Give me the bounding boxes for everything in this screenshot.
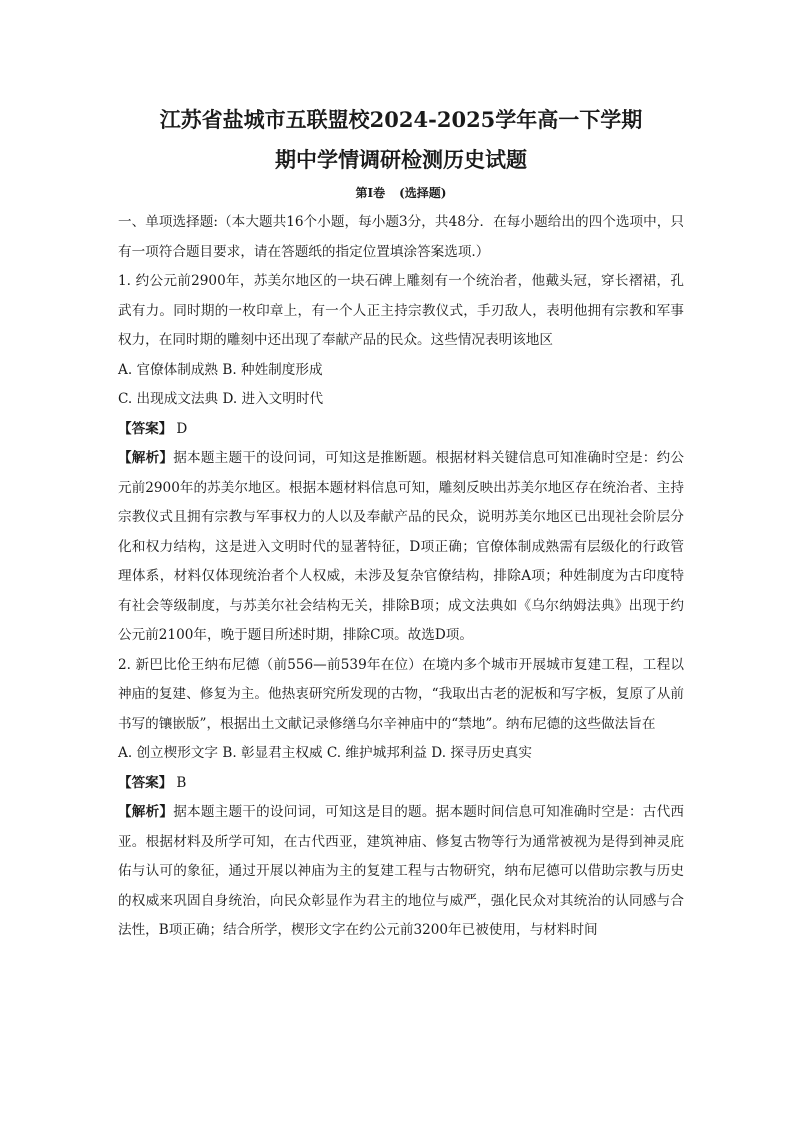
question-1-options-ab: A. 官僚体制成熟 B. 种姓制度形成 — [118, 361, 323, 378]
question-2-options: A. 创立楔形文字 B. 彰显君主权威 C. 维护城邦利益 D. 探寻历史真实 — [118, 745, 532, 761]
document-title-line1: 江苏省盐城市五联盟校2024-2025学年高一下学期 — [159, 107, 643, 132]
question-1-options-cd: C. 出现成文法典 D. 进入文明时代 — [118, 391, 324, 407]
question-2-answer — [118, 769, 684, 799]
analysis-label: 【解析】 — [118, 450, 174, 466]
section-sub: (选择题) — [399, 186, 447, 200]
question-2-analysis — [118, 798, 684, 946]
question-1-analysis — [118, 444, 684, 651]
question-2-stem: 2. 新巴比伦王纳布尼德（前556—前539年在位）在境内多个城市开展城市复建工程，工程以神庙的复建、修复为主。他热衷研究所发现的古物，“我取出古老的泥板和写字板，复原了从前书写的镶嵌版”，根据出土文献记录修缮乌尔辛神庙中的“禁地”。纳布尼德的这些做法旨在 — [118, 656, 684, 732]
answer-value: B — [176, 774, 187, 791]
answer-label: 【答案】 — [118, 420, 173, 437]
section-label: 第Ⅰ卷 — [355, 186, 386, 200]
question-1-stem: 1. 约公元前2900年，苏美尔地区的一块石碑上雕刻有一个统治者，他戴头冠，穿长褶裙，孔武有力。同时期的一枚印章上，有一个人正主持宗教仪式，手刃敌人，表明他拥有宗教和军事权力，在同时期的雕刻中还出现了奉献产品的民众。这些情况表明该地区 — [118, 273, 684, 348]
document-title-line2: 期中学情调研检测历史试题 — [275, 147, 527, 172]
instructions: 一、单项选择题:（本大题共16个小题，每小题3分，共48分．在每小题给出的四个选项中，只有一项符合题目要求，请在答题纸的指定位置填涂答案选项.） — [118, 214, 684, 260]
answer-value: D — [176, 420, 188, 437]
analysis-label: 【解析】 — [118, 804, 174, 820]
analysis-text: 据本题主题干的设问词，可知这是目的题。据本题时间信息可知准确时空是：古代西亚。根据材料及所学可知，在古代西亚，建筑神庙、修复古物等行为通常被视为是得到神灵庇佑与认可的象征，通过开展以神庙为主的复建工程与古物研究，纳布尼德可以借助宗教与历史的权威来巩固自身统治，向民众彰显作为君主的地位与威严，强化民众对其统治的认同感与合法性，B项正确；结合所学，楔形文字在约公元前3200年已被使用，与材料时间 — [118, 804, 685, 938]
analysis-text: 据本题主题干的设问词，可知这是推断题。根据材料关键信息可知准确时空是：约公元前2900年的苏美尔地区。根据本题材料信息可知，雕刻反映出苏美尔地区存在统治者、主持宗教仪式且拥有宗教与军事权力的人以及奉献产品的民众，说明苏美尔地区已出现社会阶层分化和权力结构，这是进入文明时代的显著特征，D项正确；官僚体制成熟需有层级化的行政管理体系，材料仅体现统治者个人权威，未涉及复杂官僚结构，排除A项；种姓制度为古印度特有社会等级制度，与苏美尔社会结构无关，排除B项；成文法典如《乌尔纳姆法典》出现于约公元前2100年，晚于题目所述时期，排除C项。故选D项。 — [118, 450, 685, 643]
section-heading — [118, 184, 684, 202]
answer-label: 【答案】 — [118, 774, 173, 791]
question-1-answer — [118, 415, 684, 445]
document-page — [118, 100, 684, 946]
